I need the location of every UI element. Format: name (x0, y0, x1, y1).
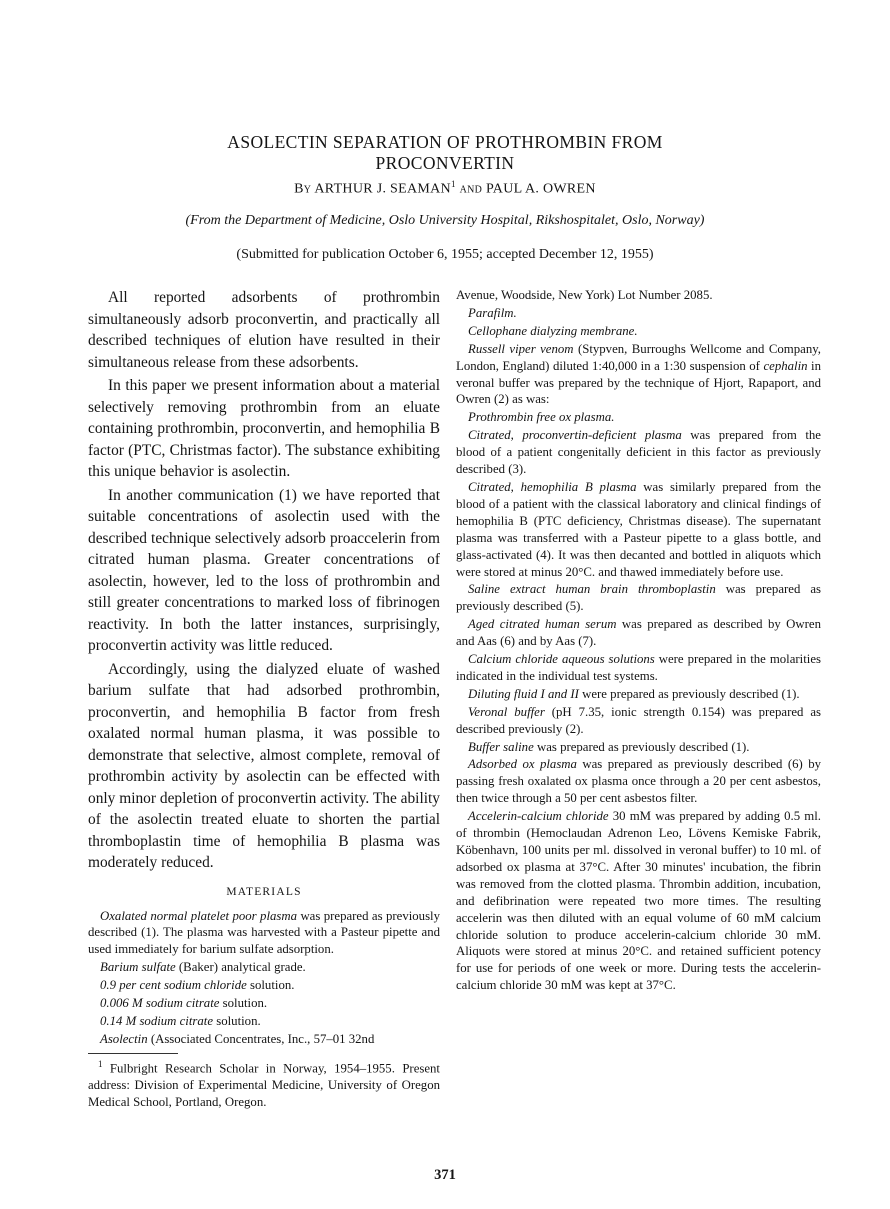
material-item (88, 908, 440, 959)
material-name: Russell viper venom (468, 341, 574, 356)
article-title (150, 132, 740, 174)
material-item (456, 323, 821, 340)
material-name: Oxalated normal platelet poor plasma (100, 908, 298, 923)
material-item (456, 409, 821, 426)
material-name: Veronal buffer (468, 704, 545, 719)
material-name: cephalin (763, 358, 808, 373)
author-1: ARTHUR J. SEAMAN (314, 181, 451, 197)
page-number: 371 (434, 1167, 456, 1183)
footnote (88, 1056, 440, 1111)
paragraph-2: In this paper we present information about a material selectively removing prothrombin from an eluate containing prothrombin, proconvertin, and hemophilia B factor (PTC, Christmas factor). The substance exhibiting this unique behavior is asolectin. (88, 377, 440, 480)
material-name: Aged citrated human serum (468, 617, 617, 632)
material-item (88, 995, 440, 1012)
material-desc: (pH 7.35, ionic strength 0.154) was prepared as described previously (2). (456, 704, 821, 736)
material-item (456, 479, 821, 580)
material-desc: (Associated Concentrates, Inc., 57–01 32nd (147, 1031, 375, 1046)
material-desc: were prepared in the molarities indicated in the individual test systems. (456, 652, 821, 683)
material-item (88, 1013, 440, 1030)
author-1-footnote-mark: 1 (450, 179, 456, 189)
material-name: Citrated, proconvertin-deficient plasma (468, 428, 682, 443)
material-name: Diluting fluid I and II (468, 686, 579, 701)
material-item (456, 704, 821, 738)
material-desc: was prepared as described by Owren and Aas (6) and by Aas (7). (456, 617, 821, 649)
material-desc: solution. (246, 978, 295, 993)
material-name: 0.14 M sodium citrate (100, 1013, 214, 1028)
material-item (88, 1031, 440, 1048)
affiliation: (From the Department of Medicine, Oslo University Hospital, Rikshospitalet, Oslo, Norway) (185, 213, 705, 228)
material-item (456, 756, 821, 807)
material-continuation: Avenue, Woodside, New York) Lot Number 2085. (456, 288, 713, 302)
material-desc: (Stypven, Burroughs Wellcome and Company, London, England) diluted 1:40,000 in a 1:30 suspension of (456, 341, 821, 373)
material-item (456, 616, 821, 650)
material-desc: solution. (213, 1013, 261, 1028)
author-2: PAUL A. OWREN (485, 181, 596, 197)
right-column (456, 287, 821, 995)
byline-by: By (294, 181, 312, 197)
material-desc: was prepared as previously described (1). The plasma was harvested with a Pasteur pipette and used immediately for barium sulfate adsorption. (88, 908, 440, 957)
submission-dates: (Submitted for publication October 6, 1955; accepted December 12, 1955) (236, 247, 654, 262)
material-name: Calcium chloride aqueous solutions (468, 652, 655, 667)
byline (150, 179, 740, 198)
material-item (456, 739, 821, 756)
material-item (456, 427, 821, 478)
material-item (456, 581, 821, 615)
material-name: Prothrombin free ox plasma. (468, 410, 615, 425)
material-desc: was similarly prepared from the blood of a patient with the classical laboratory and clinical findings of hemophilia B (PTC deficiency, Christmas disease). The supernatant plasma was transferred with a Pasteur pipette to a glass bottle, and glass-activated (4). It was then decanted and bottled in aliquots which were stored at minus 20°C. and thawed immediately before use. (456, 479, 821, 579)
paragraph-4: Accordingly, using the dialyzed eluate of washed barium sulfate that had adsorbed prothrombin, proconvertin, and hemophilia B factor from fresh oxalated normal human plasma, it was possible to demonstrate that selective, almost complete, removal of prothrombin activity by asolectin can be effected with only minor depletion of proconvertin activity. The ability of the asolectin treated eluate to shorten the partial thromboplastin time of hemophilia B plasma was moderately reduced. (88, 660, 440, 871)
material-name: Buffer saline (468, 739, 534, 754)
material-name: Parafilm. (468, 305, 517, 320)
material-desc: was prepared as previously described (6) by passing fresh oxalated ox plasma once through a 20 per cent asbestos, then twice through a 50 per cent asbestos filter. (456, 757, 821, 806)
material-name: Accelerin-calcium chloride (468, 809, 609, 824)
material-item (456, 651, 821, 685)
material-item (88, 977, 440, 994)
material-item (88, 959, 440, 976)
materials-heading: MATERIALS (226, 885, 302, 898)
title-line-1: ASOLECTIN SEPARATION OF PROTHROMBIN FROM (227, 132, 663, 152)
paragraph-1: All reported adsorbents of prothrombin simultaneously adsorb proconvertin, and practically all described techniques of elution have resulted in their simultaneous release from these adsorbents. (88, 289, 440, 371)
paragraph-3: In another communication (1) we have reported that suitable concentrations of asolectin used with the described technique selectively adsorb proaccelerin from citrated human plasma. Greater concentrations of asolectin, however, led to the loss of prothrombin and still greater concentrations to marked loss of fibrinogen reactivity. In both the latter instances, surprisingly, proconvertin activity was little reduced. (88, 486, 440, 654)
footnote-mark: 1 (98, 1058, 103, 1069)
material-desc: (Baker) analytical grade. (175, 960, 306, 975)
material-desc: was prepared as previously described (1). (533, 739, 750, 754)
footnote-divider (88, 1053, 178, 1054)
footnote-text: Fulbright Research Scholar in Norway, 1954–1955. Present address: Division of Experimental Medicine, University of Oregon Medical School, Portland, Oregon. (88, 1061, 440, 1109)
material-name: Barium sulfate (100, 960, 176, 975)
material-desc: 30 mM was prepared by adding 0.5 ml. of thrombin (Hemoclaudan Adrenon Leo, Lövens Kemiske Fabrik, Köbenhavn, 100 units per ml. dissolved in veronal buffer) to 10 ml. of adsorbed ox plasma at 37°C. After 30 minutes' incubation, the fibrin was removed from the clotted plasma. Thrombin addition, incubation, and defibrination were repeated two more times. The resulting accelerin was then diluted with an equal volume of 60 mM calcium chloride solution to produce accelerin-calcium chloride 30 mM. Aliquots were stored at minus 20°C. and retained sufficient potency for use for periods of one week or more. During tests the accelerin-calcium chloride 30 mM was kept at 37°C. (456, 809, 821, 993)
material-desc: was prepared as previously described (5). (456, 582, 821, 614)
material-item (456, 686, 821, 703)
material-name: Asolectin (100, 1031, 148, 1046)
material-name: Adsorbed ox plasma (468, 757, 577, 772)
material-name: Saline extract human brain thromboplastin (468, 582, 716, 597)
material-item (456, 808, 821, 994)
material-item (456, 305, 821, 322)
title-line-2: PROCONVERTIN (375, 153, 515, 173)
byline-and: and (459, 181, 483, 197)
material-item (456, 341, 821, 409)
material-name: 0.006 M sodium citrate (100, 996, 220, 1011)
material-name: Cellophane dialyzing membrane. (468, 323, 638, 338)
material-desc: were prepared as previously described (1). (578, 686, 800, 701)
material-name: Citrated, hemophilia B plasma (468, 479, 637, 494)
material-name: 0.9 per cent sodium chloride (100, 978, 247, 993)
material-desc: in veronal buffer was prepared by the technique of Hjort, Rapaport, and Owren (2) as was: (456, 358, 822, 407)
left-column (88, 287, 440, 1111)
material-desc: was prepared from the blood of a patient congenitally deficient in this factor as previously described (3). (456, 428, 821, 477)
material-desc: solution. (219, 996, 268, 1011)
